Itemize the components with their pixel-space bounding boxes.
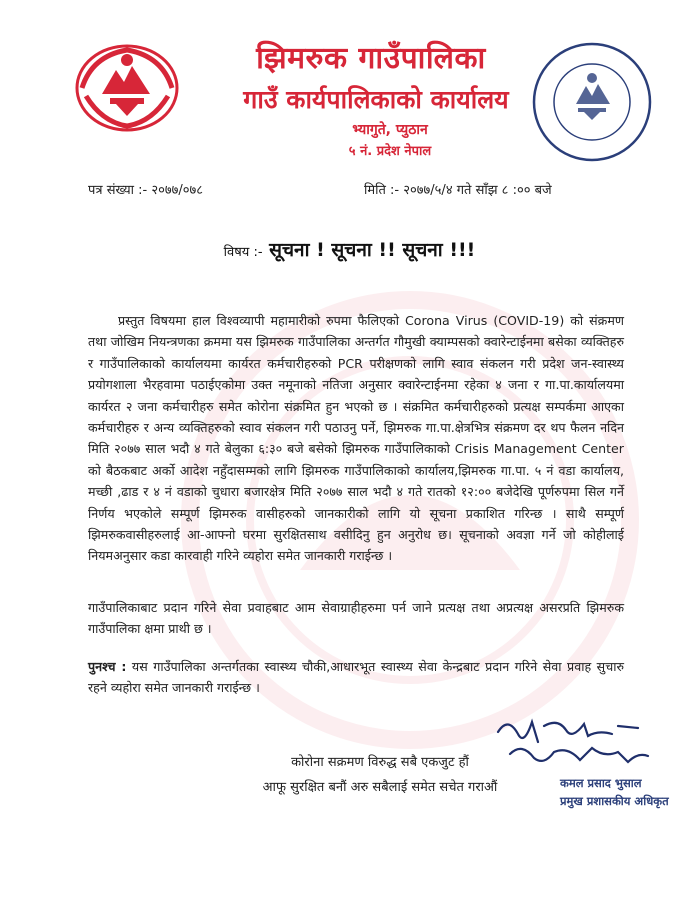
postscript-text: यस गाउँपालिका अन्तर्गतका स्वास्थ्य चौकी,आधारभूत स्वास्थ्य सेवा केन्द्रबाट प्रदान गरिने सेवा प्रवाह सुचारु रहने व्यहोरा समेत जानकारी गराईन्छ । xyxy=(88,659,624,696)
notice-subject xyxy=(0,236,699,262)
subject-text: सूचना ! सूचना !! सूचना !!! xyxy=(269,239,476,261)
municipality-name: झिमरुक गाउँपालिका xyxy=(256,41,486,76)
notice-date: मिति :- २०७७/५/४ गते साँझ ८ :०० बजे xyxy=(364,183,552,198)
office-stamp-icon xyxy=(528,38,656,166)
postscript-paragraph xyxy=(88,656,624,699)
slogan-line-1: कोरोना सक्रमण विरुद्ध सबै एकजुट हौं xyxy=(291,755,469,770)
postscript-label: पुनश्च : xyxy=(88,659,127,674)
handwritten-signature xyxy=(488,712,678,772)
letter-number: पत्र संख्या :- २०७७/०७८ xyxy=(88,183,204,198)
signatory-title: प्रमुख प्रशासकीय अधिकृत xyxy=(560,794,669,808)
body-paragraph-2: गाउँपालिकाबाट प्रदान गरिने सेवा प्रवाहबाट आम सेवाग्राहीहरुमा पर्न जाने प्रत्यक्ष तथा अप्रत्यक्ष असरप्रति झिमरुक गाउँपालिका क्षमा प्राथी छ । xyxy=(88,600,624,637)
office-province: ५ नं. प्रदेश नेपाल xyxy=(348,144,432,159)
subject-prefix: विषय :- xyxy=(223,245,263,260)
body-paragraph-1: प्रस्तुत विषयमा हाल विश्वव्यापी महामारीको रुपमा फैलिएको Corona Virus (COVID-19) को संक्रमण तथा जोखिम नियन्त्रणका क्रममा यस झिमरुक गाउँपालिका अन्तर्गत गौमुखी क्याम्पसको क्वारेन्टाईनमा बसेका व्यक्तिहरु र गाउँपालिकाको कार्यालयमा कार्यरत कर्मचारीहरुको PCR परीक्षणको लागि स्वाव संकलन गरी प्रदेश जन-स्वास्थ्य प्रयोगशाला भैरहवामा पठाईएकोमा उक्त नमूनाको नतिजा अनुसार क्वारेन्टाईनमा रहेका ४ जना र गा.पा.कार्यालयमा कार्यरत २ जना कर्मचारीहरु समेत कोरोना संक्रमित हुन भएको छ । संक्रमित कर्मचारीहरुको प्रत्यक्ष सम्पर्कमा आएका कर्मचारीहरु र अन्य व्यक्तिहरुको स्वाव संकलन गरी पठाउनु पर्ने, झिमरुक गा.पा.क्षेत्रभित्र संक्रमण दर थप फैलन नदिन मिति २०७७ साल भदौ ४ गते बेलुका ६:३० बजे बसेको झिमरुक गाउँपालिकाको Crisis Management Center को बैठकबाट अर्को आदेश नहुँदासम्मको लागि झिमरुक गाउँपालिकाको कार्यालय,झिमरुक गा.पा. ५ नं वडा कार्यालय, मच्छी ,ढाड र ४ नं वडाको चुधारा बजारक्षेत्र मिति २०७७ साल भदौ ४ गते रातको १२:०० बजेदेखि पूर्णरुपमा सिल गर्ने निर्णय भएकोले सम्पूर्ण झिमरुक वासीहरुको जानकारीको लागि यो सूचना प्रकाशित गरिन्छ । साथै सम्पूर्ण झिमरुकवासीहरुलाई आ-आफ्नो घरमा सुरक्षितसाथ वसीदिनु हुन अनुरोध छ। सूचनाको अवज्ञा गर्ने जो कोहीलाई नियमअनुसार कडा कारवाही गरिने व्यहोरा समेत जानकारी गराईन्छ । xyxy=(88,313,624,564)
office-name: गाउँ कार्यपालिकाको कार्यालय xyxy=(243,85,509,114)
signatory-name: कमल प्रसाद भुसाल xyxy=(560,776,642,790)
office-address: भ्यागुते, प्युठान xyxy=(352,122,428,138)
slogan-line-2: आफू सुरक्षित बनौं अरु सबैलाई समेत सचेत गराऔं xyxy=(262,780,498,795)
government-emblem-icon xyxy=(72,36,182,134)
